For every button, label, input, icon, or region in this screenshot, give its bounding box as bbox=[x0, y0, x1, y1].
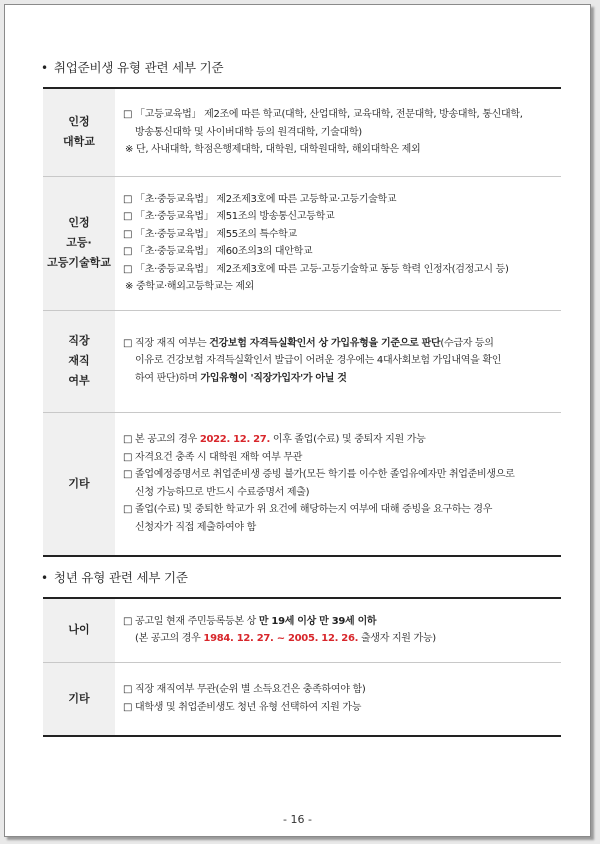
list-item: □ 자격요건 충족 시 대학원 재학 여부 무관 bbox=[123, 451, 303, 463]
list-item: □ 본 공고의 경우 2022. 12. 27. 이후 졸업(수료) 및 중퇴자 지원 가능 bbox=[123, 434, 426, 446]
section2-heading bbox=[41, 568, 188, 586]
row-body bbox=[115, 412, 561, 556]
row-header: 인정 고등· 고등기술학교 bbox=[43, 176, 115, 310]
row-header: 인정 대학교 bbox=[43, 88, 115, 176]
section1-title: 취업준비생 유형 관련 세부 기준 bbox=[53, 60, 224, 75]
row-header: 직장 재직 여부 bbox=[43, 310, 115, 412]
list-item: □ 대학생 및 취업준비생도 청년 유형 선택하여 지원 가능 bbox=[123, 701, 362, 713]
list-item: □ 졸업(수료) 및 중퇴한 학교가 위 요건에 해당하는지 여부에 대해 증빙을 요구하는 경우 신청자가 직접 제출하여야 함 bbox=[123, 504, 493, 533]
note: ※ 단, 사내대학, 학점은행제대학, 대학원, 대학원대학, 해외대학은 제외 bbox=[125, 144, 421, 155]
list-item: □ 「초·중등교육법」 제55조의 특수학교 bbox=[123, 228, 297, 240]
row-header: 기타 bbox=[43, 412, 115, 556]
table-row bbox=[43, 412, 561, 556]
table-row bbox=[43, 176, 561, 310]
table-row bbox=[43, 310, 561, 412]
row-body bbox=[115, 662, 561, 736]
list-item: □ 공고일 현재 주민등록등본 상 만 19세 이상 만 39세 이하 bbox=[123, 615, 377, 627]
section2-title: 청년 유형 관련 세부 기준 bbox=[53, 570, 188, 585]
bullet-icon: • bbox=[41, 571, 48, 585]
list-item: □ 직장 재직여부 무관(순위 별 소득요건은 충족하여야 함) bbox=[123, 684, 366, 696]
page-number: - 16 - bbox=[283, 813, 312, 826]
row-body bbox=[115, 310, 561, 412]
list-item: □ 「초·중등교육법」 제51조의 방송통신고등학교 bbox=[123, 211, 335, 222]
employment-criteria-table bbox=[43, 87, 561, 557]
list-item: □ 「초·중등교육법」 제2조제3호에 따른 고등·고등기술학교 동등 학력 인정자(검정고시 등) bbox=[123, 263, 509, 275]
document-page bbox=[4, 4, 591, 837]
table-row bbox=[43, 88, 561, 176]
list-item: □ 직장 재직 여부는 건강보험 자격득실확인서 상 가입유형을 기준으로 판단(수급자 등의 이유로 건강보험 자격득실확인서 발급이 어려운 경우에는 4대사회보험 가입내역을 확인 하여 판단)하며 가입유형이 '직장가입자'가 아닐 것 bbox=[123, 337, 502, 384]
table-row bbox=[43, 598, 561, 662]
note: ※ 중학교·해외고등학교는 제외 bbox=[125, 281, 255, 292]
list-item: □ 졸업예정증명서로 취업준비생 증빙 불가(모든 학기를 이수한 졸업유예자만 취업준비생으로 신청 가능하므로 반드시 수료증명서 제출) bbox=[123, 469, 515, 498]
row-header: 나이 bbox=[43, 598, 115, 662]
row-header: 기타 bbox=[43, 662, 115, 736]
row-body bbox=[115, 598, 561, 662]
section1-heading bbox=[41, 58, 223, 76]
list-item: □ 「초·중등교육법」 제2조제3호에 따른 고등학교·고등기술학교 bbox=[123, 193, 397, 205]
row-body bbox=[115, 88, 561, 176]
table-row bbox=[43, 662, 561, 736]
row-body bbox=[115, 176, 561, 310]
list-item: □ 「고등교육법」 제2조에 따른 학교(대학, 산업대학, 교육대학, 전문대학, 방송대학, 통신대학, 방송통신대학 및 사이버대학 등의 원격대학, 기술대학) bbox=[123, 109, 523, 138]
youth-criteria-table bbox=[43, 597, 561, 737]
bullet-icon: • bbox=[41, 61, 48, 75]
list-item: □ 「초·중등교육법」 제60조의3의 대안학교 bbox=[123, 246, 313, 257]
list-item-detail: (본 공고의 경우 1984. 12. 27. ~ 2005. 12. 26. 출생자 지원 가능) bbox=[135, 633, 436, 645]
